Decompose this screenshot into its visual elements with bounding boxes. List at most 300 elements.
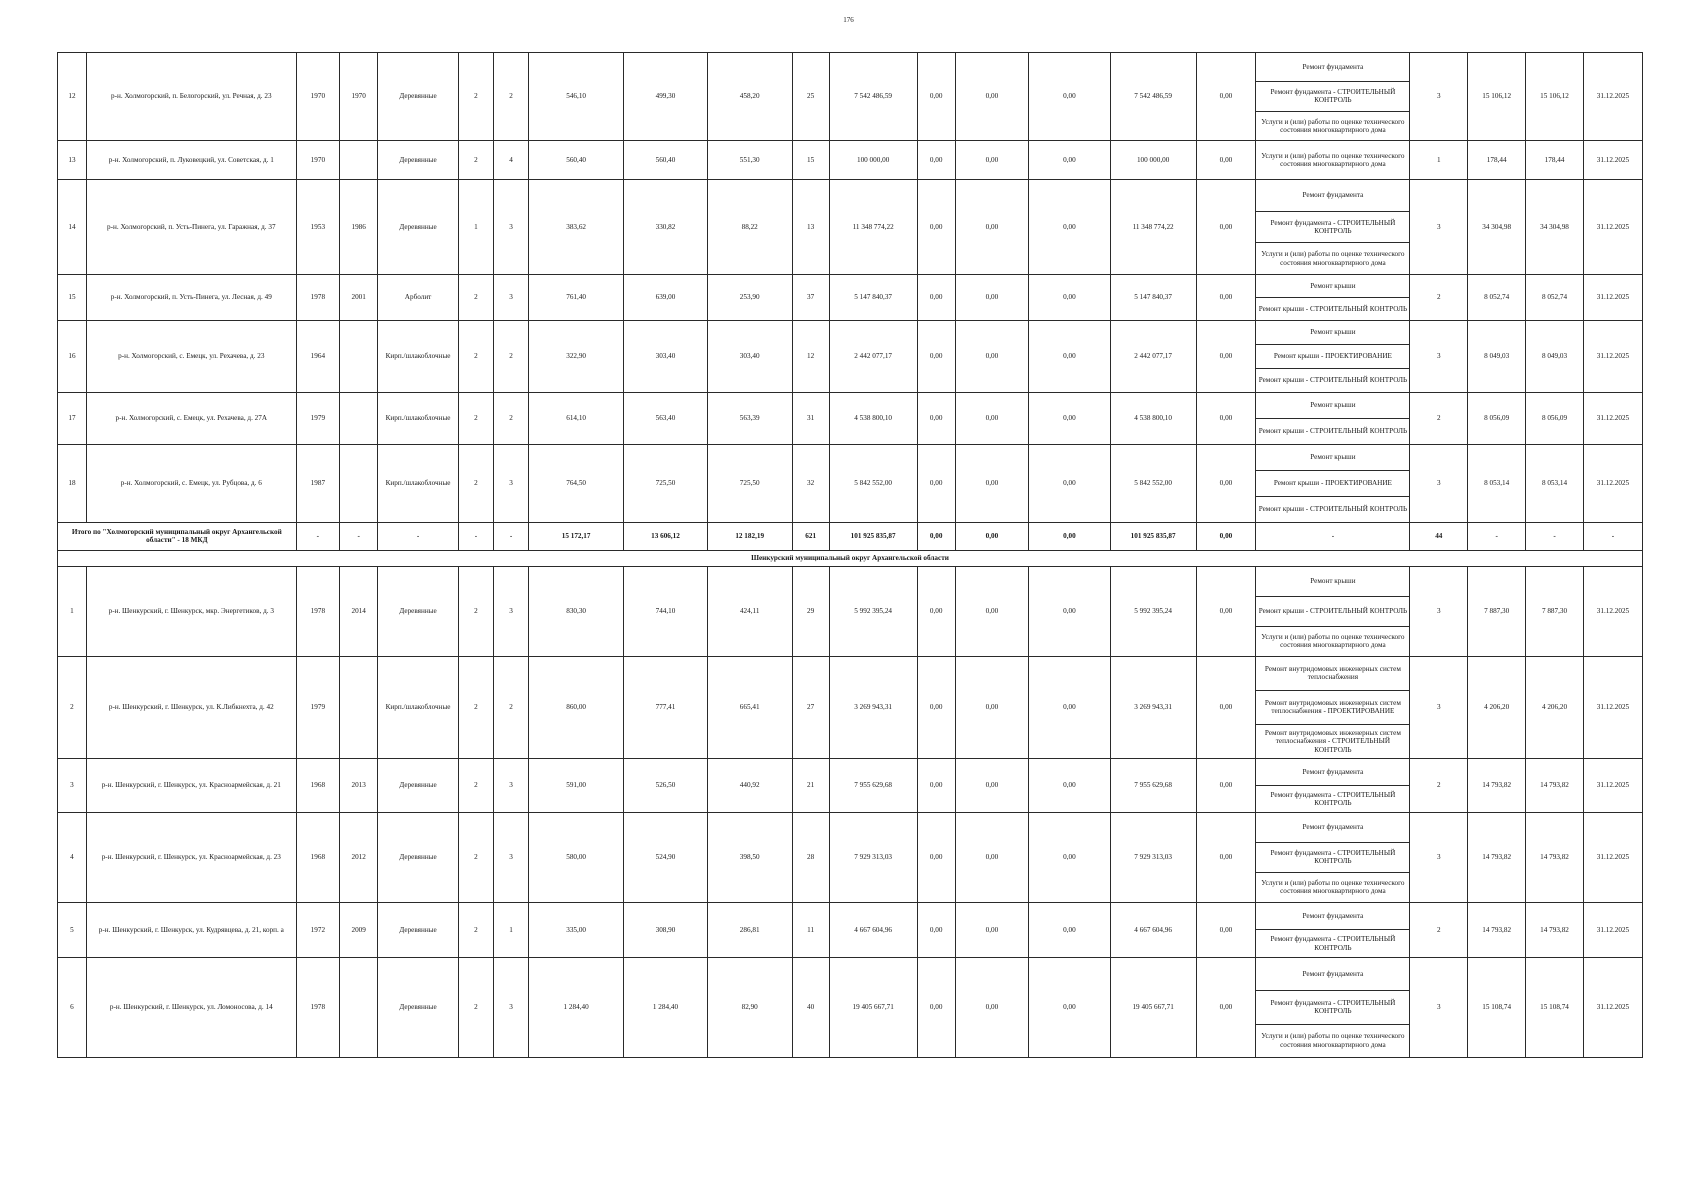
unit-cost: 15 108,74 [1468, 957, 1526, 1057]
table-row [58, 320, 1643, 344]
unit-cost: 178,44 [1468, 140, 1526, 179]
cost-budget-region: 0,00 [955, 444, 1028, 522]
area-living: 563,40 [624, 392, 708, 444]
row-number: 14 [58, 179, 87, 274]
area-living: 560,40 [624, 140, 708, 179]
unit-cost-limit: 14 793,82 [1526, 902, 1584, 957]
completion-date: 31.12.2025 [1583, 902, 1642, 957]
row-number: 4 [58, 812, 87, 902]
cost-other: 0,00 [1196, 656, 1256, 758]
unit-cost-limit: 14 793,82 [1526, 758, 1584, 812]
work-item: Ремонт фундамента [1256, 957, 1410, 990]
cost-other: 0,00 [1196, 566, 1256, 656]
cost-owners: 5 992 395,24 [1110, 566, 1196, 656]
work-item: Ремонт крыши - ПРОЕКТИРОВАНИЕ [1256, 470, 1410, 496]
entrances: 3 [493, 179, 528, 274]
cost-budget-region: 0,00 [955, 274, 1028, 320]
area-living: 725,50 [624, 444, 708, 522]
year-built: 1979 [296, 656, 339, 758]
address: р-н. Холмогорский, п. Усть-Пинега, ул. Лесная, д. 49 [86, 274, 296, 320]
floors: 2 [458, 812, 493, 902]
table-row [58, 274, 1643, 297]
year-repair: 2013 [340, 758, 378, 812]
works-count: 3 [1410, 53, 1468, 141]
cost-other: 0,00 [1196, 274, 1256, 320]
cost-other: 0,00 [1196, 179, 1256, 274]
wall-material: Деревянные [378, 902, 459, 957]
work-item: Услуги и (или) работы по оценке технического состояния многоквартирного дома [1256, 140, 1410, 179]
year-repair [340, 444, 378, 522]
area-residential: 563,39 [707, 392, 792, 444]
wall-material: Кирп./шлакоблочные [378, 320, 459, 392]
section-title: Шенкурский муниципальный округ Архангельской области [58, 550, 1643, 566]
residents: 29 [792, 566, 829, 656]
work-item: Ремонт внутридомовых инженерных систем теплоснабжения - ПРОЕКТИРОВАНИЕ [1256, 690, 1410, 724]
total-c3: 0,00 [1029, 522, 1111, 550]
entrances: 3 [493, 758, 528, 812]
address: р-н. Холмогорский, с. Емецк, ул. Рехачева, д. 23 [86, 320, 296, 392]
wall-material: Деревянные [378, 566, 459, 656]
area-residential: 725,50 [707, 444, 792, 522]
cost-budget-region: 0,00 [955, 320, 1028, 392]
address: р-н. Шенкурский, г. Шенкурск, мкр. Энергетиков, д. 3 [86, 566, 296, 656]
row-number: 18 [58, 444, 87, 522]
cost-owners: 5 147 840,37 [1110, 274, 1196, 320]
total-c1: 0,00 [917, 522, 955, 550]
total-dash: - [296, 522, 339, 550]
unit-cost: 8 052,74 [1468, 274, 1526, 320]
floors: 2 [458, 957, 493, 1057]
unit-cost-limit: 15 108,74 [1526, 957, 1584, 1057]
table-row [58, 957, 1643, 990]
table-row [58, 53, 1643, 82]
area-residential: 88,22 [707, 179, 792, 274]
residents: 25 [792, 53, 829, 141]
unit-cost: 8 056,09 [1468, 392, 1526, 444]
year-repair [340, 140, 378, 179]
residents: 21 [792, 758, 829, 812]
work-item: Ремонт крыши - ПРОЕКТИРОВАНИЕ [1256, 344, 1410, 368]
cost-owners: 7 542 486,59 [1110, 53, 1196, 141]
year-built: 1979 [296, 392, 339, 444]
cost-budget-region: 0,00 [955, 758, 1028, 812]
section-row [58, 550, 1643, 566]
wall-material: Деревянные [378, 53, 459, 141]
unit-cost: 7 887,30 [1468, 566, 1526, 656]
unit-cost-limit: 8 052,74 [1526, 274, 1584, 320]
area-living: 303,40 [624, 320, 708, 392]
unit-cost-limit: 7 887,30 [1526, 566, 1584, 656]
work-item: Ремонт фундамента [1256, 902, 1410, 930]
works-count: 3 [1410, 566, 1468, 656]
year-built: 1978 [296, 957, 339, 1057]
area-total: 580,00 [529, 812, 624, 902]
area-residential: 440,92 [707, 758, 792, 812]
completion-date: 31.12.2025 [1583, 444, 1642, 522]
total-label: Итого по "Холмогорский муниципальный округ Архангельской области" - 18 МКД [58, 522, 297, 550]
table-row [58, 444, 1643, 470]
cost-owners: 7 929 313,03 [1110, 812, 1196, 902]
total-cost: 101 925 835,87 [829, 522, 917, 550]
wall-material: Кирп./шлакоблочные [378, 392, 459, 444]
cost-budget-region: 0,00 [955, 566, 1028, 656]
area-residential: 286,81 [707, 902, 792, 957]
area-living: 639,00 [624, 274, 708, 320]
area-residential: 82,90 [707, 957, 792, 1057]
year-repair: 1970 [340, 53, 378, 141]
unit-cost: 8 049,03 [1468, 320, 1526, 392]
completion-date: 31.12.2025 [1583, 656, 1642, 758]
address: р-н. Шенкурский, г. Шенкурск, ул. Красноармейская, д. 23 [86, 812, 296, 902]
entrances: 1 [493, 902, 528, 957]
register-body [58, 53, 1643, 1058]
year-built: 1970 [296, 140, 339, 179]
year-built: 1953 [296, 179, 339, 274]
total-dash: - [340, 522, 378, 550]
cost-total: 5 842 552,00 [829, 444, 917, 522]
unit-cost-limit: 8 056,09 [1526, 392, 1584, 444]
work-item: Ремонт фундамента [1256, 53, 1410, 82]
year-repair: 2014 [340, 566, 378, 656]
completion-date: 31.12.2025 [1583, 140, 1642, 179]
cost-budget-local: 0,00 [1029, 656, 1111, 758]
cost-owners: 2 442 077,17 [1110, 320, 1196, 392]
cost-budget-local: 0,00 [1029, 902, 1111, 957]
cost-total: 2 442 077,17 [829, 320, 917, 392]
cost-fund: 0,00 [917, 179, 955, 274]
completion-date: 31.12.2025 [1583, 812, 1642, 902]
cost-budget-region: 0,00 [955, 392, 1028, 444]
total-dash: - [1526, 522, 1584, 550]
unit-cost-limit: 178,44 [1526, 140, 1584, 179]
works-count: 2 [1410, 902, 1468, 957]
entrances: 3 [493, 566, 528, 656]
floors: 2 [458, 320, 493, 392]
residents: 40 [792, 957, 829, 1057]
unit-cost-limit: 15 106,12 [1526, 53, 1584, 141]
area-residential: 303,40 [707, 320, 792, 392]
floors: 2 [458, 656, 493, 758]
work-item: Ремонт крыши - СТРОИТЕЛЬНЫЙ КОНТРОЛЬ [1256, 596, 1410, 626]
cost-total: 4 667 604,96 [829, 902, 917, 957]
works-count: 3 [1410, 444, 1468, 522]
area-residential: 551,30 [707, 140, 792, 179]
row-number: 17 [58, 392, 87, 444]
work-item: Услуги и (или) работы по оценке технического состояния многоквартирного дома [1256, 111, 1410, 140]
total-dash: - [1256, 522, 1410, 550]
cost-fund: 0,00 [917, 392, 955, 444]
total-residents: 621 [792, 522, 829, 550]
wall-material: Арболит [378, 274, 459, 320]
area-living: 499,30 [624, 53, 708, 141]
wall-material: Кирп./шлакоблочные [378, 656, 459, 758]
entrances: 2 [493, 320, 528, 392]
residents: 32 [792, 444, 829, 522]
completion-date: 31.12.2025 [1583, 758, 1642, 812]
completion-date: 31.12.2025 [1583, 957, 1642, 1057]
area-living: 1 284,40 [624, 957, 708, 1057]
works-count: 3 [1410, 812, 1468, 902]
floors: 2 [458, 274, 493, 320]
row-number: 15 [58, 274, 87, 320]
table-row [58, 758, 1643, 785]
table-row [58, 179, 1643, 211]
row-number: 3 [58, 758, 87, 812]
area-residential: 398,50 [707, 812, 792, 902]
floors: 2 [458, 566, 493, 656]
repair-register-table [57, 52, 1643, 1058]
work-item: Ремонт крыши [1256, 566, 1410, 596]
work-item: Ремонт фундамента - СТРОИТЕЛЬНЫЙ КОНТРОЛЬ [1256, 82, 1410, 111]
unit-cost: 34 304,98 [1468, 179, 1526, 274]
cost-other: 0,00 [1196, 392, 1256, 444]
year-repair: 2009 [340, 902, 378, 957]
cost-other: 0,00 [1196, 444, 1256, 522]
year-built: 1978 [296, 566, 339, 656]
area-total: 322,90 [529, 320, 624, 392]
year-built: 1968 [296, 812, 339, 902]
residents: 28 [792, 812, 829, 902]
cost-fund: 0,00 [917, 957, 955, 1057]
cost-owners: 19 405 667,71 [1110, 957, 1196, 1057]
works-count: 1 [1410, 140, 1468, 179]
work-item: Услуги и (или) работы по оценке технического состояния многоквартирного дома [1256, 1024, 1410, 1057]
year-repair: 2012 [340, 812, 378, 902]
residents: 12 [792, 320, 829, 392]
entrances: 3 [493, 957, 528, 1057]
table-row [58, 656, 1643, 690]
wall-material: Деревянные [378, 179, 459, 274]
table-row [58, 902, 1643, 930]
address: р-н. Шенкурский, г. Шенкурск, ул. Кудрявцева, д. 21, корп. а [86, 902, 296, 957]
works-count: 2 [1410, 758, 1468, 812]
works-count: 3 [1410, 656, 1468, 758]
cost-total: 3 269 943,31 [829, 656, 917, 758]
area-total: 383,62 [529, 179, 624, 274]
residents: 15 [792, 140, 829, 179]
row-number: 16 [58, 320, 87, 392]
cost-other: 0,00 [1196, 140, 1256, 179]
area-total: 546,10 [529, 53, 624, 141]
cost-total: 4 538 800,10 [829, 392, 917, 444]
cost-fund: 0,00 [917, 758, 955, 812]
cost-budget-region: 0,00 [955, 812, 1028, 902]
address: р-н. Холмогорский, с. Емецк, ул. Рубцова, д. 6 [86, 444, 296, 522]
area-living: 524,90 [624, 812, 708, 902]
area-total: 614,10 [529, 392, 624, 444]
area-total: 764,50 [529, 444, 624, 522]
work-item: Услуги и (или) работы по оценке технического состояния многоквартирного дома [1256, 626, 1410, 656]
completion-date: 31.12.2025 [1583, 53, 1642, 141]
cost-total: 7 955 629,68 [829, 758, 917, 812]
total-row [58, 522, 1643, 550]
floors: 2 [458, 758, 493, 812]
entrances: 2 [493, 53, 528, 141]
cost-fund: 0,00 [917, 812, 955, 902]
completion-date: 31.12.2025 [1583, 392, 1642, 444]
total-c2: 0,00 [955, 522, 1028, 550]
works-count: 2 [1410, 392, 1468, 444]
year-built: 1987 [296, 444, 339, 522]
work-item: Ремонт крыши - СТРОИТЕЛЬНЫЙ КОНТРОЛЬ [1256, 496, 1410, 522]
completion-date: 31.12.2025 [1583, 274, 1642, 320]
cost-owners: 100 000,00 [1110, 140, 1196, 179]
work-item: Ремонт внутридомовых инженерных систем теплоснабжения [1256, 656, 1410, 690]
unit-cost: 15 106,12 [1468, 53, 1526, 141]
work-item: Ремонт фундамента - СТРОИТЕЛЬНЫЙ КОНТРОЛЬ [1256, 842, 1410, 872]
work-item: Ремонт крыши [1256, 320, 1410, 344]
unit-cost: 14 793,82 [1468, 812, 1526, 902]
cost-budget-local: 0,00 [1029, 53, 1111, 141]
wall-material: Кирп./шлакоблочные [378, 444, 459, 522]
cost-fund: 0,00 [917, 274, 955, 320]
work-item: Ремонт крыши - СТРОИТЕЛЬНЫЙ КОНТРОЛЬ [1256, 368, 1410, 392]
address: р-н. Шенкурский, г. Шенкурск, ул. Ломоносова, д. 14 [86, 957, 296, 1057]
cost-fund: 0,00 [917, 320, 955, 392]
address: р-н. Холмогорский, с. Емецк, ул. Рехачева, д. 27А [86, 392, 296, 444]
year-built: 1972 [296, 902, 339, 957]
row-number: 1 [58, 566, 87, 656]
completion-date: 31.12.2025 [1583, 566, 1642, 656]
cost-budget-local: 0,00 [1029, 957, 1111, 1057]
works-count: 3 [1410, 179, 1468, 274]
unit-cost: 4 206,20 [1468, 656, 1526, 758]
area-total: 560,40 [529, 140, 624, 179]
work-item: Ремонт фундамента [1256, 812, 1410, 842]
total-c4: 101 925 835,87 [1110, 522, 1196, 550]
cost-budget-region: 0,00 [955, 179, 1028, 274]
cost-total: 11 348 774,22 [829, 179, 917, 274]
unit-cost: 14 793,82 [1468, 758, 1526, 812]
floors: 2 [458, 140, 493, 179]
cost-fund: 0,00 [917, 140, 955, 179]
entrances: 3 [493, 812, 528, 902]
work-item: Ремонт крыши - СТРОИТЕЛЬНЫЙ КОНТРОЛЬ [1256, 418, 1410, 444]
work-item: Ремонт крыши [1256, 392, 1410, 418]
area-residential: 665,41 [707, 656, 792, 758]
completion-date: 31.12.2025 [1583, 320, 1642, 392]
work-item: Ремонт внутридомовых инженерных систем теплоснабжения - СТРОИТЕЛЬНЫЙ КОНТРОЛЬ [1256, 724, 1410, 758]
address: р-н. Шенкурский, г. Шенкурск, ул. Красноармейская, д. 21 [86, 758, 296, 812]
total-area-living: 13 606,12 [624, 522, 708, 550]
total-area-res: 12 182,19 [707, 522, 792, 550]
cost-budget-local: 0,00 [1029, 179, 1111, 274]
year-repair [340, 320, 378, 392]
address: р-н. Шенкурский, г. Шенкурск, ул. К.Либкнехта, д. 42 [86, 656, 296, 758]
table-row [58, 140, 1643, 179]
year-repair [340, 656, 378, 758]
wall-material: Деревянные [378, 812, 459, 902]
work-item: Ремонт крыши [1256, 444, 1410, 470]
total-dash: - [458, 522, 493, 550]
works-count: 3 [1410, 957, 1468, 1057]
cost-budget-local: 0,00 [1029, 758, 1111, 812]
area-living: 526,50 [624, 758, 708, 812]
row-number: 5 [58, 902, 87, 957]
floors: 2 [458, 902, 493, 957]
cost-budget-local: 0,00 [1029, 140, 1111, 179]
residents: 27 [792, 656, 829, 758]
total-area-total: 15 172,17 [529, 522, 624, 550]
cost-total: 5 992 395,24 [829, 566, 917, 656]
floors: 2 [458, 444, 493, 522]
area-living: 308,90 [624, 902, 708, 957]
residents: 11 [792, 902, 829, 957]
area-residential: 253,90 [707, 274, 792, 320]
entrances: 4 [493, 140, 528, 179]
cost-budget-region: 0,00 [955, 902, 1028, 957]
area-total: 860,00 [529, 656, 624, 758]
work-item: Ремонт фундамента [1256, 179, 1410, 211]
total-dash: - [493, 522, 528, 550]
total-dash: - [378, 522, 459, 550]
cost-owners: 3 269 943,31 [1110, 656, 1196, 758]
entrances: 3 [493, 274, 528, 320]
entrances: 2 [493, 392, 528, 444]
address: р-н. Холмогорский, п. Луковецкий, ул. Советская, д. 1 [86, 140, 296, 179]
cost-other: 0,00 [1196, 902, 1256, 957]
cost-fund: 0,00 [917, 656, 955, 758]
total-c5: 0,00 [1196, 522, 1256, 550]
cost-owners: 4 667 604,96 [1110, 902, 1196, 957]
unit-cost-limit: 4 206,20 [1526, 656, 1584, 758]
unit-cost-limit: 34 304,98 [1526, 179, 1584, 274]
total-works-count: 44 [1410, 522, 1468, 550]
cost-total: 7 542 486,59 [829, 53, 917, 141]
unit-cost-limit: 14 793,82 [1526, 812, 1584, 902]
year-built: 1978 [296, 274, 339, 320]
cost-budget-region: 0,00 [955, 656, 1028, 758]
page-number: 176 [843, 16, 854, 24]
year-repair: 2001 [340, 274, 378, 320]
area-living: 330,82 [624, 179, 708, 274]
area-living: 744,10 [624, 566, 708, 656]
work-item: Ремонт фундамента - СТРОИТЕЛЬНЫЙ КОНТРОЛЬ [1256, 785, 1410, 812]
row-number: 6 [58, 957, 87, 1057]
cost-owners: 5 842 552,00 [1110, 444, 1196, 522]
residents: 37 [792, 274, 829, 320]
work-item: Ремонт крыши - СТРОИТЕЛЬНЫЙ КОНТРОЛЬ [1256, 297, 1410, 320]
cost-other: 0,00 [1196, 812, 1256, 902]
entrances: 3 [493, 444, 528, 522]
wall-material: Деревянные [378, 957, 459, 1057]
completion-date: 31.12.2025 [1583, 179, 1642, 274]
table-row [58, 566, 1643, 596]
cost-fund: 0,00 [917, 566, 955, 656]
row-number: 12 [58, 53, 87, 141]
cost-other: 0,00 [1196, 758, 1256, 812]
unit-cost: 14 793,82 [1468, 902, 1526, 957]
cost-fund: 0,00 [917, 444, 955, 522]
floors: 2 [458, 53, 493, 141]
area-total: 1 284,40 [529, 957, 624, 1057]
cost-budget-local: 0,00 [1029, 320, 1111, 392]
cost-total: 5 147 840,37 [829, 274, 917, 320]
year-built: 1968 [296, 758, 339, 812]
cost-other: 0,00 [1196, 320, 1256, 392]
cost-budget-region: 0,00 [955, 53, 1028, 141]
unit-cost-limit: 8 053,14 [1526, 444, 1584, 522]
year-repair: 1986 [340, 179, 378, 274]
address: р-н. Холмогорский, п. Белогорский, ул. Речная, д. 23 [86, 53, 296, 141]
wall-material: Деревянные [378, 140, 459, 179]
total-dash: - [1468, 522, 1526, 550]
area-total: 335,00 [529, 902, 624, 957]
works-count: 3 [1410, 320, 1468, 392]
wall-material: Деревянные [378, 758, 459, 812]
cost-owners: 4 538 800,10 [1110, 392, 1196, 444]
year-repair [340, 957, 378, 1057]
